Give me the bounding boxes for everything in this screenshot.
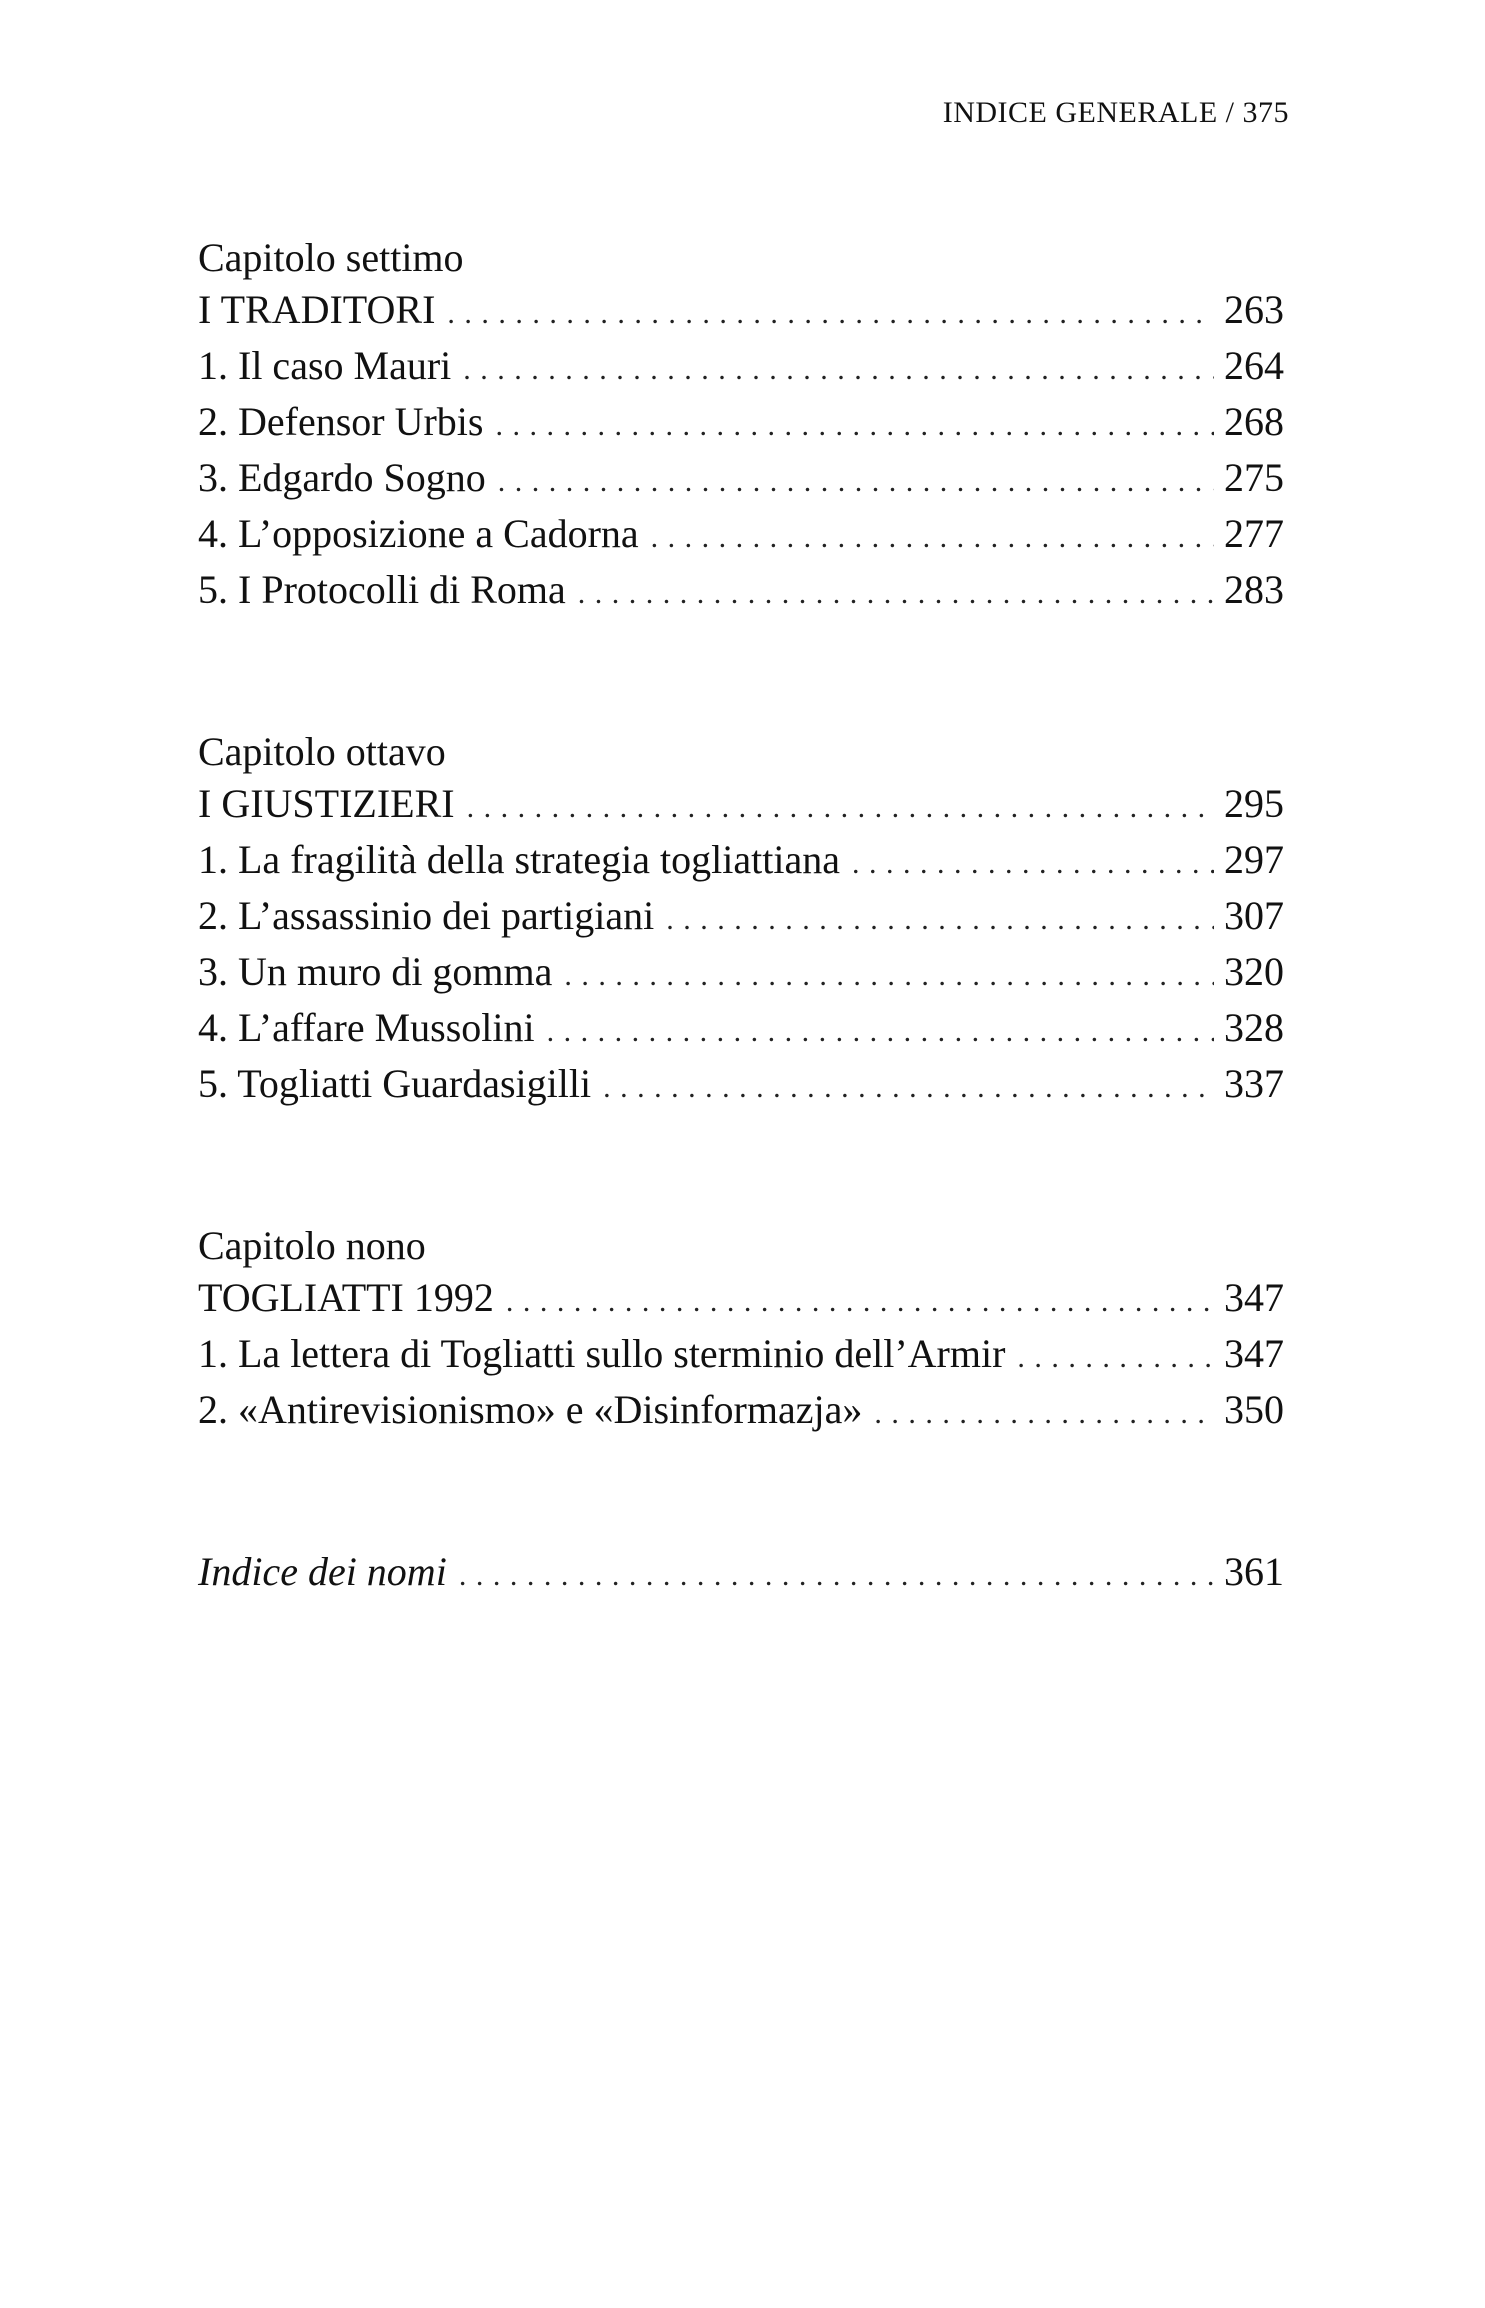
section-title: 2. «Antirevisionismo» e «Disinformazja»	[198, 1387, 863, 1432]
chapter-kicker: Capitolo settimo	[198, 235, 464, 280]
section-entry	[198, 396, 1284, 452]
section-title: 2. Defensor Urbis	[198, 399, 484, 444]
chapter-title-entry	[198, 1272, 1284, 1328]
page-number: 337	[1224, 1061, 1284, 1106]
dot-leader	[578, 568, 1214, 620]
page-number: 347	[1224, 1275, 1284, 1320]
chapter-settimo	[198, 232, 1284, 620]
section-title: 5. I Protocolli di Roma	[198, 567, 566, 612]
dot-leader	[666, 894, 1214, 946]
dot-leader	[547, 1006, 1214, 1058]
chapter-title-entry	[198, 284, 1284, 340]
dot-leader	[463, 344, 1214, 396]
section-title: 4. L’affare Mussolini	[198, 1005, 535, 1050]
section-entry	[198, 564, 1284, 620]
page-number: 264	[1224, 343, 1284, 388]
dot-leader	[603, 1062, 1214, 1114]
section-entry	[198, 1328, 1284, 1384]
section-title: 1. Il caso Mauri	[198, 343, 452, 388]
section-title: 5. Togliatti Guardasigilli	[198, 1061, 592, 1106]
section-title: 1. La fragilità della strategia togliattiana	[198, 837, 840, 882]
page-number: 295	[1224, 781, 1284, 826]
dot-leader	[459, 1550, 1214, 1602]
dot-leader	[498, 456, 1214, 508]
page-number: 328	[1224, 1005, 1284, 1050]
page-number: 347	[1224, 1331, 1284, 1376]
section-entry	[198, 452, 1284, 508]
chapter-title: TOGLIATTI 1992	[198, 1275, 494, 1320]
section-title: 2. L’assassinio dei partigiani	[198, 893, 655, 938]
section-title: 1. La lettera di Togliatti sullo sterminio dell’Armir	[198, 1331, 1006, 1376]
page-number: 263	[1224, 287, 1284, 332]
index-title: Indice dei nomi	[198, 1549, 447, 1594]
table-of-contents	[198, 232, 1284, 1602]
chapter-ottavo	[198, 726, 1284, 1114]
dot-leader	[564, 950, 1214, 1002]
section-entry	[198, 946, 1284, 1002]
chapter-title-entry	[198, 778, 1284, 834]
dot-leader	[467, 782, 1214, 834]
index-of-names-entry	[198, 1546, 1284, 1602]
chapter-title: I TRADITORI	[198, 287, 436, 332]
section-title: 3. Un muro di gomma	[198, 949, 553, 994]
section-entry	[198, 340, 1284, 396]
dot-leader	[447, 288, 1214, 340]
dot-leader	[874, 1388, 1214, 1440]
chapter-nono	[198, 1220, 1284, 1440]
chapter-title: I GIUSTIZIERI	[198, 781, 455, 826]
running-head: INDICE GENERALE / 375	[942, 96, 1289, 129]
page-number: 275	[1224, 455, 1284, 500]
section-entry	[198, 890, 1284, 946]
page-number: 277	[1224, 511, 1284, 556]
page-number: 268	[1224, 399, 1284, 444]
dot-leader	[1017, 1332, 1214, 1384]
page-number: 307	[1224, 893, 1284, 938]
dot-leader	[651, 512, 1214, 564]
section-entry	[198, 508, 1284, 564]
chapter-kicker: Capitolo ottavo	[198, 729, 446, 774]
page-number: 297	[1224, 837, 1284, 882]
dot-leader	[852, 838, 1214, 890]
page-number: 361	[1224, 1549, 1284, 1594]
page-number: 350	[1224, 1387, 1284, 1432]
page-number: 283	[1224, 567, 1284, 612]
section-entry	[198, 834, 1284, 890]
section-title: 3. Edgardo Sogno	[198, 455, 486, 500]
section-entry	[198, 1058, 1284, 1114]
dot-leader	[496, 400, 1215, 452]
chapter-kicker: Capitolo nono	[198, 1223, 426, 1268]
section-entry	[198, 1384, 1284, 1440]
page-number: 320	[1224, 949, 1284, 994]
dot-leader	[506, 1276, 1214, 1328]
section-title: 4. L’opposizione a Cadorna	[198, 511, 639, 556]
section-entry	[198, 1002, 1284, 1058]
